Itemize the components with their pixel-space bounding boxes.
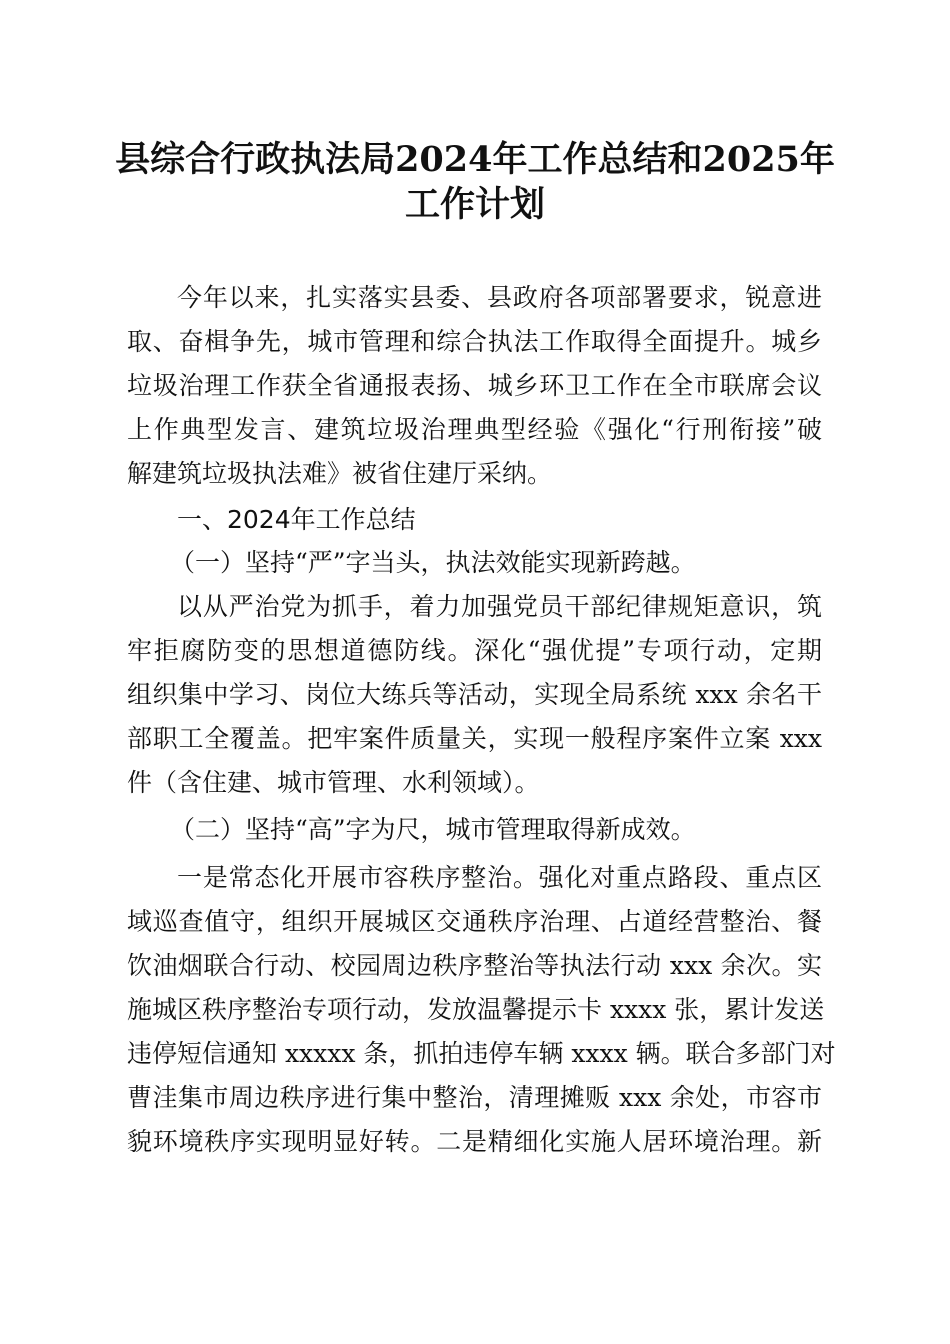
intro-line: 今年以来，扎实落实县委、县政府各项部署要求，锐意进 [177,283,822,312]
paragraph-line: 貌环境秩序实现明显好转。二是精细化实施人居环境治理。新 [127,1127,822,1156]
document-title-line-1: 县综合行政执法局2024年工作总结和2025年 [115,139,835,180]
paragraph-line: 域巡查值守，组织开展城区交通秩序治理、占道经营整治、餐 [127,907,822,936]
paragraph-line: 牢拒腐防变的思想道德防线。深化“强优提”专项行动，定期 [127,636,822,665]
paragraph-line: 以从严治党为抓手，着力加强党员干部纪律规矩意识，筑 [177,592,822,621]
paragraph-line: 组织集中学习、岗位大练兵等活动，实现全局系统 xxx 余名干 [127,680,822,709]
paragraph-line: 曹洼集市周边秩序进行集中整治，清理摊贩 xxx 余处，市容市 [127,1083,822,1112]
paragraph-line: 饮油烟联合行动、校园周边秩序整治等执法行动 xxx 余次。实 [127,951,822,980]
paragraph-line: 一是常态化开展市容秩序整治。强化对重点路段、重点区 [177,863,822,892]
intro-line: 上作典型发言、建筑垃圾治理典型经验《强化“行刑衔接”破 [127,415,822,444]
subsection-heading: （二）坚持“高”字为尺，城市管理取得新成效。 [170,815,696,844]
document-title-line-2: 工作计划 [404,184,545,225]
intro-line: 垃圾治理工作获全省通报表扬、城乡环卫工作在全市联席会议 [127,371,822,400]
subsection-heading: （一）坚持“严”字当头，执法效能实现新跨越。 [170,548,696,577]
intro-line: 取、奋楫争先，城市管理和综合执法工作取得全面提升。城乡 [127,327,822,356]
paragraph-line: 件（含住建、城市管理、水利领域）。 [127,768,540,797]
section-heading: 一、2024年工作总结 [177,505,416,534]
paragraph-line: 施城区秩序整治专项行动，发放温馨提示卡 xxxx 张，累计发送 [127,995,825,1024]
paragraph-line: 违停短信通知 xxxxx 条，抓拍违停车辆 xxxx 辆。联合多部门对 [127,1039,836,1068]
intro-line: 解建筑垃圾执法难》被省住建厅采纳。 [127,459,553,488]
paragraph-line: 部职工全覆盖。把牢案件质量关，实现一般程序案件立案 xxx [127,724,822,753]
